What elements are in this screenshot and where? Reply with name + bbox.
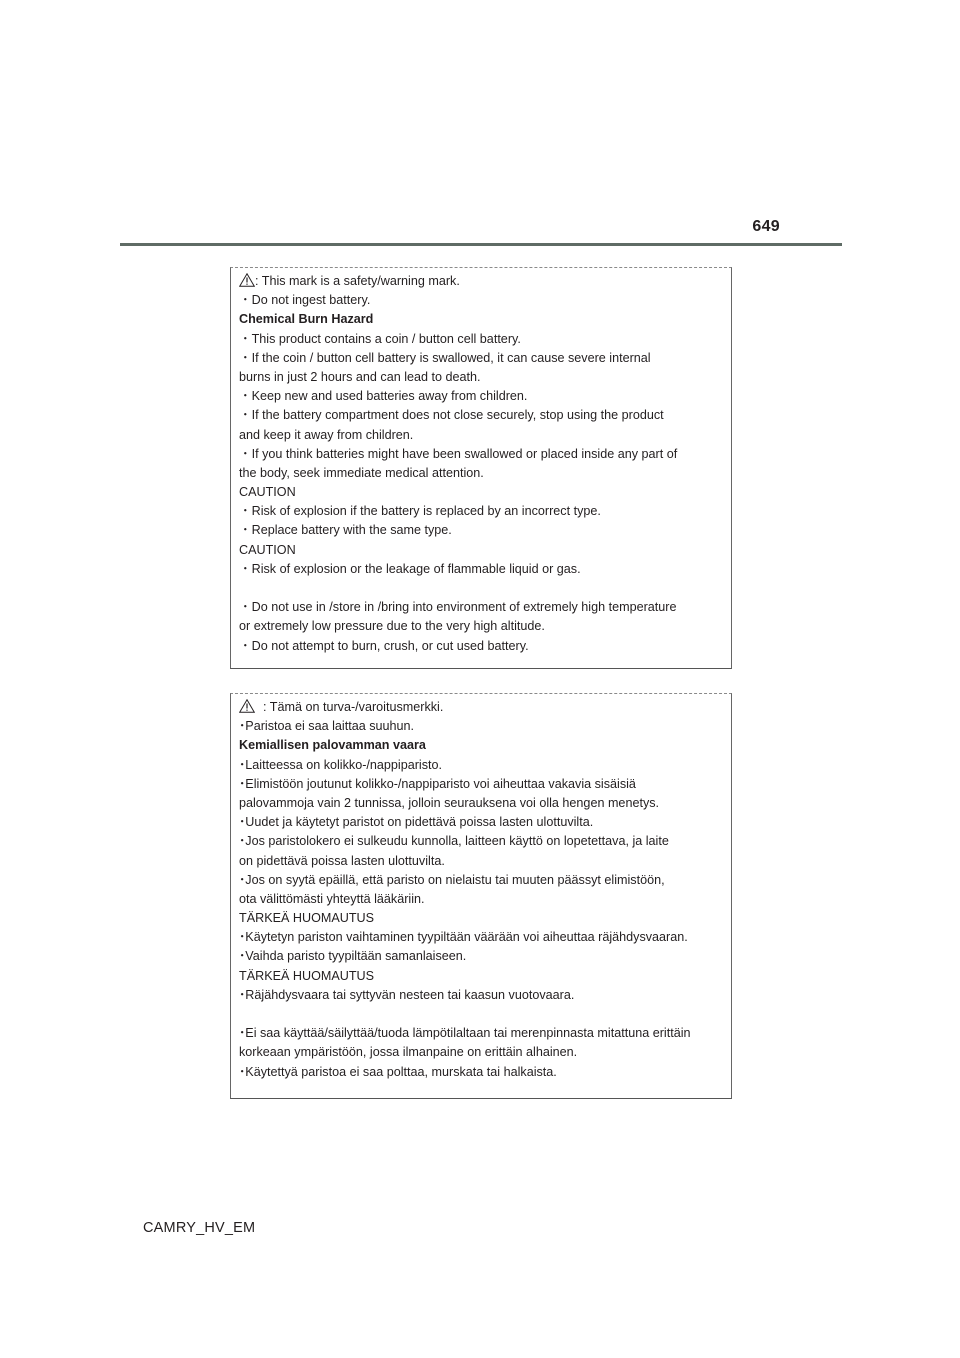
caution-heading: TÄRKEÄ HUOMAUTUS bbox=[239, 968, 375, 983]
warning-triangle-icon bbox=[239, 699, 255, 713]
text-line: ・Keep new and used batteries away from children. bbox=[239, 389, 528, 404]
text-line: ･Uudet ja käytetyt paristot on pidettävä poissa lasten ulottuvilta. bbox=[239, 815, 594, 830]
text-line: ota välittömästi yhteyttä lääkäriin. bbox=[239, 891, 425, 906]
section-heading: Kemiallisen palovamman vaara bbox=[239, 738, 426, 753]
text-line: ･Käytetyn pariston vaihtaminen tyypiltään väärään voi aiheuttaa räjähdysvaaran. bbox=[239, 930, 688, 945]
text-line: ･Räjähdysvaara tai syttyvän nesteen tai kaasun vuotovaara. bbox=[239, 987, 575, 1002]
text-line: ･Käytettyä paristoa ei saa polttaa, murskata tai halkaista. bbox=[239, 1064, 557, 1079]
text-line: the body, seek immediate medical attention. bbox=[239, 465, 484, 480]
text-line: burns in just 2 hours and can lead to death. bbox=[239, 369, 481, 384]
finnish-warning-box bbox=[230, 693, 732, 1099]
caution-heading: CAUTION bbox=[239, 485, 296, 500]
model-code-footer: CAMRY_HV_EM bbox=[143, 1220, 256, 1236]
text-line: ･Jos paristolokero ei sulkeudu kunnolla, laitteen käyttö on lopetettava, ja laite bbox=[239, 834, 669, 849]
text-line: ･Elimistöön joutunut kolikko-/nappiparisto voi aiheuttaa vakavia sisäisiä bbox=[239, 776, 636, 791]
text-line: ・Risk of explosion if the battery is replaced by an incorrect type. bbox=[239, 504, 601, 519]
warning-mark-line bbox=[239, 272, 727, 291]
text-line: ・This product contains a coin / button cell battery. bbox=[239, 331, 521, 346]
text-line: ・If the battery compartment does not close securely, stop using the product bbox=[239, 408, 664, 423]
text-line: ･Laitteessa on kolikko-/nappiparisto. bbox=[239, 757, 443, 772]
text-line: ･Ei saa käyttää/säilyttää/tuoda lämpötilaltaan tai merenpinnasta mitattuna erittäin bbox=[239, 1026, 691, 1041]
blank-line bbox=[239, 1005, 727, 1024]
text-line: ･Vaihda paristo tyypiltään samanlaiseen. bbox=[239, 949, 467, 964]
section-heading: Chemical Burn Hazard bbox=[239, 312, 374, 327]
warning-mark-text: : This mark is a safety/warning mark. bbox=[255, 274, 460, 288]
text-line: ・Risk of explosion or the leakage of flammable liquid or gas. bbox=[239, 561, 581, 576]
text-line: ・Do not ingest battery. bbox=[239, 293, 371, 308]
text-line: and keep it away from children. bbox=[239, 427, 414, 442]
warning-triangle-icon bbox=[239, 273, 255, 287]
text-line: ・If you think batteries might have been swallowed or placed inside any part of bbox=[239, 446, 678, 461]
text-line: ・If the coin / button cell battery is swallowed, it can cause severe internal bbox=[239, 350, 651, 365]
text-line: on pidettävä poissa lasten ulottuvilta. bbox=[239, 853, 445, 868]
header-rule bbox=[120, 243, 842, 246]
warning-mark-line bbox=[239, 698, 727, 717]
text-line: korkeaan ympäristöön, jossa ilmanpaine on erittäin alhainen. bbox=[239, 1045, 578, 1060]
text-line: palovammoja vain 2 tunnissa, jolloin seurauksena voi olla hengen menetys. bbox=[239, 795, 660, 810]
page-number: 649 bbox=[752, 218, 780, 235]
caution-heading: CAUTION bbox=[239, 542, 296, 557]
english-warning-box bbox=[230, 267, 732, 669]
text-line: or extremely low pressure due to the very high altitude. bbox=[239, 619, 545, 634]
text-line: ・Do not use in /store in /bring into environment of extremely high temperature bbox=[239, 600, 677, 615]
text-line: ･Jos on syytä epäillä, että paristo on nielaistu tai muuten päässyt elimistöön, bbox=[239, 872, 665, 887]
text-line: ・Replace battery with the same type. bbox=[239, 523, 452, 538]
caution-heading: TÄRKEÄ HUOMAUTUS bbox=[239, 911, 375, 926]
warning-mark-text: : Tämä on turva-/varoitusmerkki. bbox=[263, 700, 444, 714]
text-line: ・Do not attempt to burn, crush, or cut used battery. bbox=[239, 638, 529, 653]
text-line: ･Paristoa ei saa laittaa suuhun. bbox=[239, 719, 415, 734]
blank-line bbox=[239, 579, 727, 598]
